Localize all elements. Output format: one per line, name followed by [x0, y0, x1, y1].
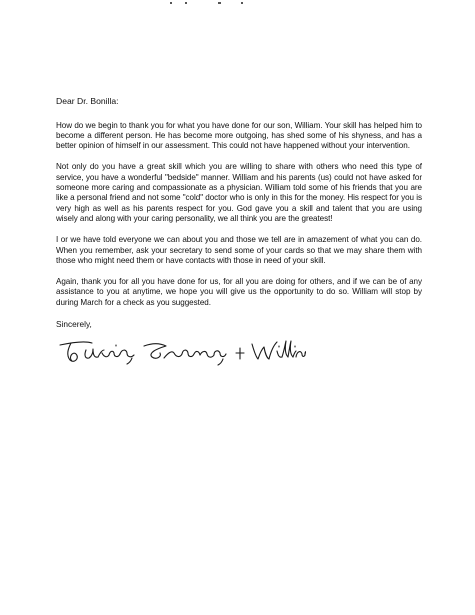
salutation: Dear Dr. Bonilla:	[56, 96, 119, 106]
scan-speck	[185, 2, 187, 4]
scan-speck	[218, 2, 221, 4]
paragraph-closing-thanks: Again, thank you for all you have done for us, for all you are doing for others, and if we can be of any assistance to you at anytime, we hope you will give us the opportunity to do so. William will stop by during March for a check as you suggested.	[56, 276, 422, 307]
letter	[56, 96, 422, 372]
paragraph-thanks: How do we begin to thank you for what you have done for our son, William. Your skill has helped him to become a different person. He has become more outgoing, has shed some of his shyness, and has a better opinion of himself in our assessment. This could not have happened without your intervention.	[56, 120, 422, 151]
scan-speck	[241, 2, 243, 4]
paragraph-bedside-manner: Not only do you have a great skill which you are willing to share with others who need this type of service, you have a wonderful "bedside" manner. William and his parents (us) could not have asked for someone more caring and compassionate as a physician. William told some of his friends that you are like a personal friend and not some "cold" doctor who is only in this for the money. His respect for you is very high as well as his parents respect for you. God gave you a skill and talent that you are using wisely and along with your caring personality, we all think you are the greatest!	[56, 162, 422, 224]
paragraph-referrals: I or we have told everyone we can about you and those we tell are in amazement of what you can do. When you remember, ask your secretary to send some of your cards so that we may share them with those who might need them or have contacts with those in need of your skill.	[56, 235, 422, 265]
handwritten-signature	[56, 337, 306, 367]
closing: Sincerely,	[56, 318, 92, 329]
scan-speck	[170, 2, 172, 4]
